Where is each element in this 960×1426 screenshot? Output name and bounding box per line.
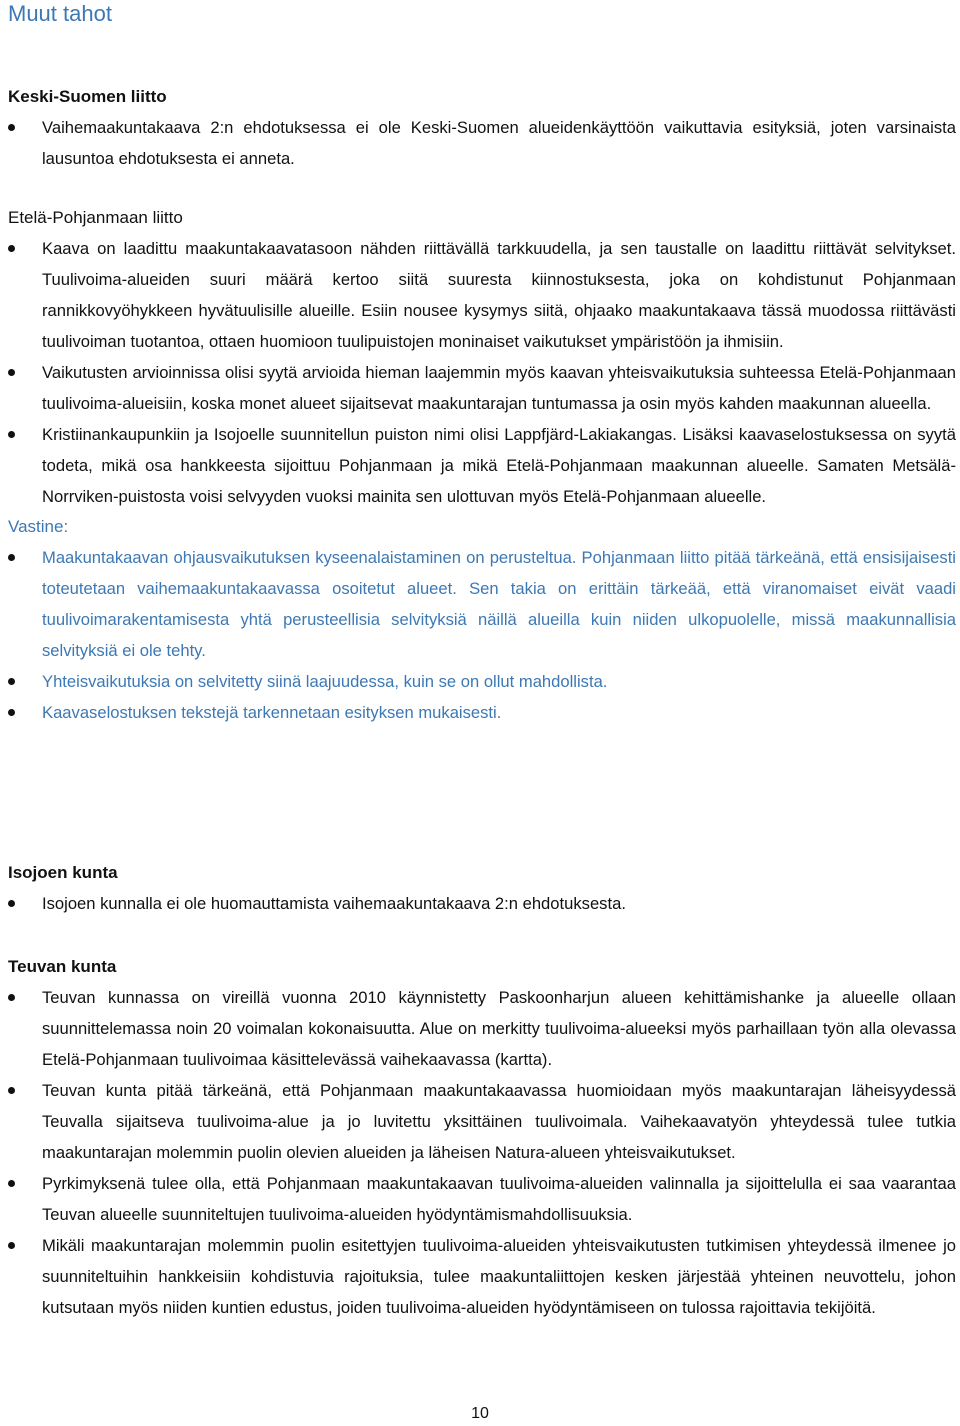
bullet-icon bbox=[8, 1242, 15, 1249]
page-title: Muut tahot bbox=[8, 1, 112, 26]
bullet-list bbox=[0, 112, 960, 174]
list-item-text: Mikäli maakuntarajan molemmin puolin esitettyjen tuulivoima-alueiden yhteisvaikutusten tutkimisen yhteydessä ilmenee jo suunniteltuihin hankkeisiin kohdistuvia rajoituksia, tulee maakuntaliittojen kesken järjestää yhteinen neuvottelu, johon kutsutaan myös niiden kuntien edustus, joiden tuulivoima-alueiden hyödyntämiseen on tulossa rajoittavia tekijöitä. bbox=[42, 1236, 956, 1317]
list-item bbox=[0, 112, 960, 174]
bullet-icon bbox=[8, 124, 15, 131]
bullet-icon bbox=[8, 900, 15, 907]
section-heading: Keski-Suomen liitto bbox=[8, 87, 167, 106]
bullet-icon bbox=[8, 369, 15, 376]
list-item bbox=[0, 357, 960, 419]
section-heading: Isojoen kunta bbox=[8, 863, 118, 882]
list-item-text: Kaava on laadittu maakuntakaavatasoon nähden riittävällä tarkkuudella, ja sen taustalle on laadittu riittävät selvitykset. Tuulivoima-alueiden suuri määrä kertoo siitä suuresta kiinnostuksesta, joka on kohdistunut Pohjanmaan rannikkovyöhykkeen hyvätuulisille alueille. Esiin nousee kysymys siitä, ohjaako maakuntakaava tässä muodossa riittävästi tuulivoiman tuotantoa, ottaen huomioon tuulipuistojen moninaiset vaikutukset ympäristöön ja ihmisiin. bbox=[42, 239, 956, 351]
list-item-text: Teuvan kunta pitää tärkeänä, että Pohjanmaan maakuntakaavassa huomioidaan myös maakuntarajan läheisyydessä Teuvalla sijaitseva tuulivoima-alue ja jo luvitettu yksittäinen tuulivoimala. Vaihekaavatyön yhteydessä tulee tutkia maakuntarajan molemmin puolin olevien alueiden ja läheisen Natura-alueen yhteisvaikutukset. bbox=[42, 1081, 956, 1162]
bullet-icon bbox=[8, 1087, 15, 1094]
section-heading: Etelä-Pohjanmaan liitto bbox=[8, 208, 183, 227]
bullet-list bbox=[0, 982, 960, 1323]
bullet-icon bbox=[8, 1180, 15, 1187]
page-number: 10 bbox=[471, 1405, 489, 1422]
list-item bbox=[0, 666, 960, 697]
list-item-text: Kaavaselostuksen tekstejä tarkennetaan esityksen mukaisesti. bbox=[42, 703, 502, 722]
vastine-list bbox=[0, 542, 960, 728]
vastine-heading: Vastine: bbox=[8, 517, 69, 536]
list-item-text: Yhteisvaikutuksia on selvitetty siinä laajuudessa, kuin se on ollut mahdollista. bbox=[42, 672, 608, 691]
list-item-text: Isojoen kunnalla ei ole huomauttamista vaihemaakuntakaava 2:n ehdotuksesta. bbox=[42, 894, 626, 913]
list-item bbox=[0, 233, 960, 357]
list-item-text: Teuvan kunnassa on vireillä vuonna 2010 käynnistetty Paskoonharjun alueen kehittämishanke ja alueelle ollaan suunnittelemassa noin 20 voimalan kokonaisuutta. Alue on merkitty tuulivoima-alueeksi myös parhaillaan työn alla olevassa Etelä-Pohjanmaan tuulivoimaa käsittelevässä vaihekaavassa (kartta). bbox=[42, 988, 956, 1069]
bullet-icon bbox=[8, 245, 15, 252]
list-item bbox=[0, 1075, 960, 1168]
section-etela-pohjanmaa bbox=[0, 203, 960, 728]
list-item-text: Maakuntakaavan ohjausvaikutuksen kyseenalaistaminen on perusteltua. Pohjanmaan liitto pitää tärkeänä, että ensisijaisesti toteutetaan vaihemaakuntakaavassa osoitetut alueet. Sen takia on erittäin tärkeää, että viranomaiset eivät vaadi tuulivoimarakentamisesta yhtä perusteellisia selvityksiä näillä alueilla kuin niiden ulkopuolelle, missä maakunnallisia selvityksiä ei ole tehty. bbox=[42, 548, 956, 660]
list-item-text: Pyrkimyksenä tulee olla, että Pohjanmaan maakuntakaavan tuulivoima-alueiden valinnalla ja sijoittelulla ei saa vaarantaa Teuvan alueelle suunniteltujen tuulivoima-alueiden hyödyntämismahdollisuuksia. bbox=[42, 1174, 956, 1224]
list-item-text: Kristiinankaupunkiin ja Isojoelle suunnitellun puiston nimi olisi Lappfjärd-Lakiakangas. Lisäksi kaavaselostuksessa on syytä todeta, mikä osa hankkeesta sijoittuu Pohjanmaan ja mikä Etelä-Pohjanmaan maakunnan alueelle. Samaten Metsälä-Norrviken-puistosta voisi selvyyden vuoksi mainita sen ulottuvan myös Etelä-Pohjanmaan alueelle. bbox=[42, 425, 956, 506]
bullet-icon bbox=[8, 431, 15, 438]
section-isojoki bbox=[0, 858, 960, 919]
list-item-text: Vaihemaakuntakaava 2:n ehdotuksessa ei ole Keski-Suomen alueidenkäyttöön vaikuttavia esityksiä, joten varsinaista lausuntoa ehdotuksesta ei anneta. bbox=[42, 118, 956, 168]
bullet-list bbox=[0, 888, 960, 919]
list-item bbox=[0, 982, 960, 1075]
bullet-icon bbox=[8, 994, 15, 1001]
bullet-icon bbox=[8, 709, 15, 716]
section-teuva bbox=[0, 952, 960, 1323]
list-item bbox=[0, 419, 960, 512]
section-keski-suomi bbox=[0, 82, 960, 174]
list-item bbox=[0, 1168, 960, 1230]
bullet-icon bbox=[8, 678, 15, 685]
section-heading: Teuvan kunta bbox=[8, 957, 117, 976]
bullet-list bbox=[0, 233, 960, 512]
list-item bbox=[0, 888, 960, 919]
list-item-text: Vaikutusten arvioinnissa olisi syytä arvioida hieman laajemmin myös kaavan yhteisvaikutuksia suhteessa Etelä-Pohjanmaan tuulivoima-alueisiin, koska monet alueet sijaitsevat maakuntarajan tuntumassa ja osin myös kahden maakunnan alueella. bbox=[42, 363, 956, 413]
list-item bbox=[0, 1230, 960, 1323]
list-item bbox=[0, 542, 960, 666]
list-item bbox=[0, 697, 960, 728]
bullet-icon bbox=[8, 554, 15, 561]
